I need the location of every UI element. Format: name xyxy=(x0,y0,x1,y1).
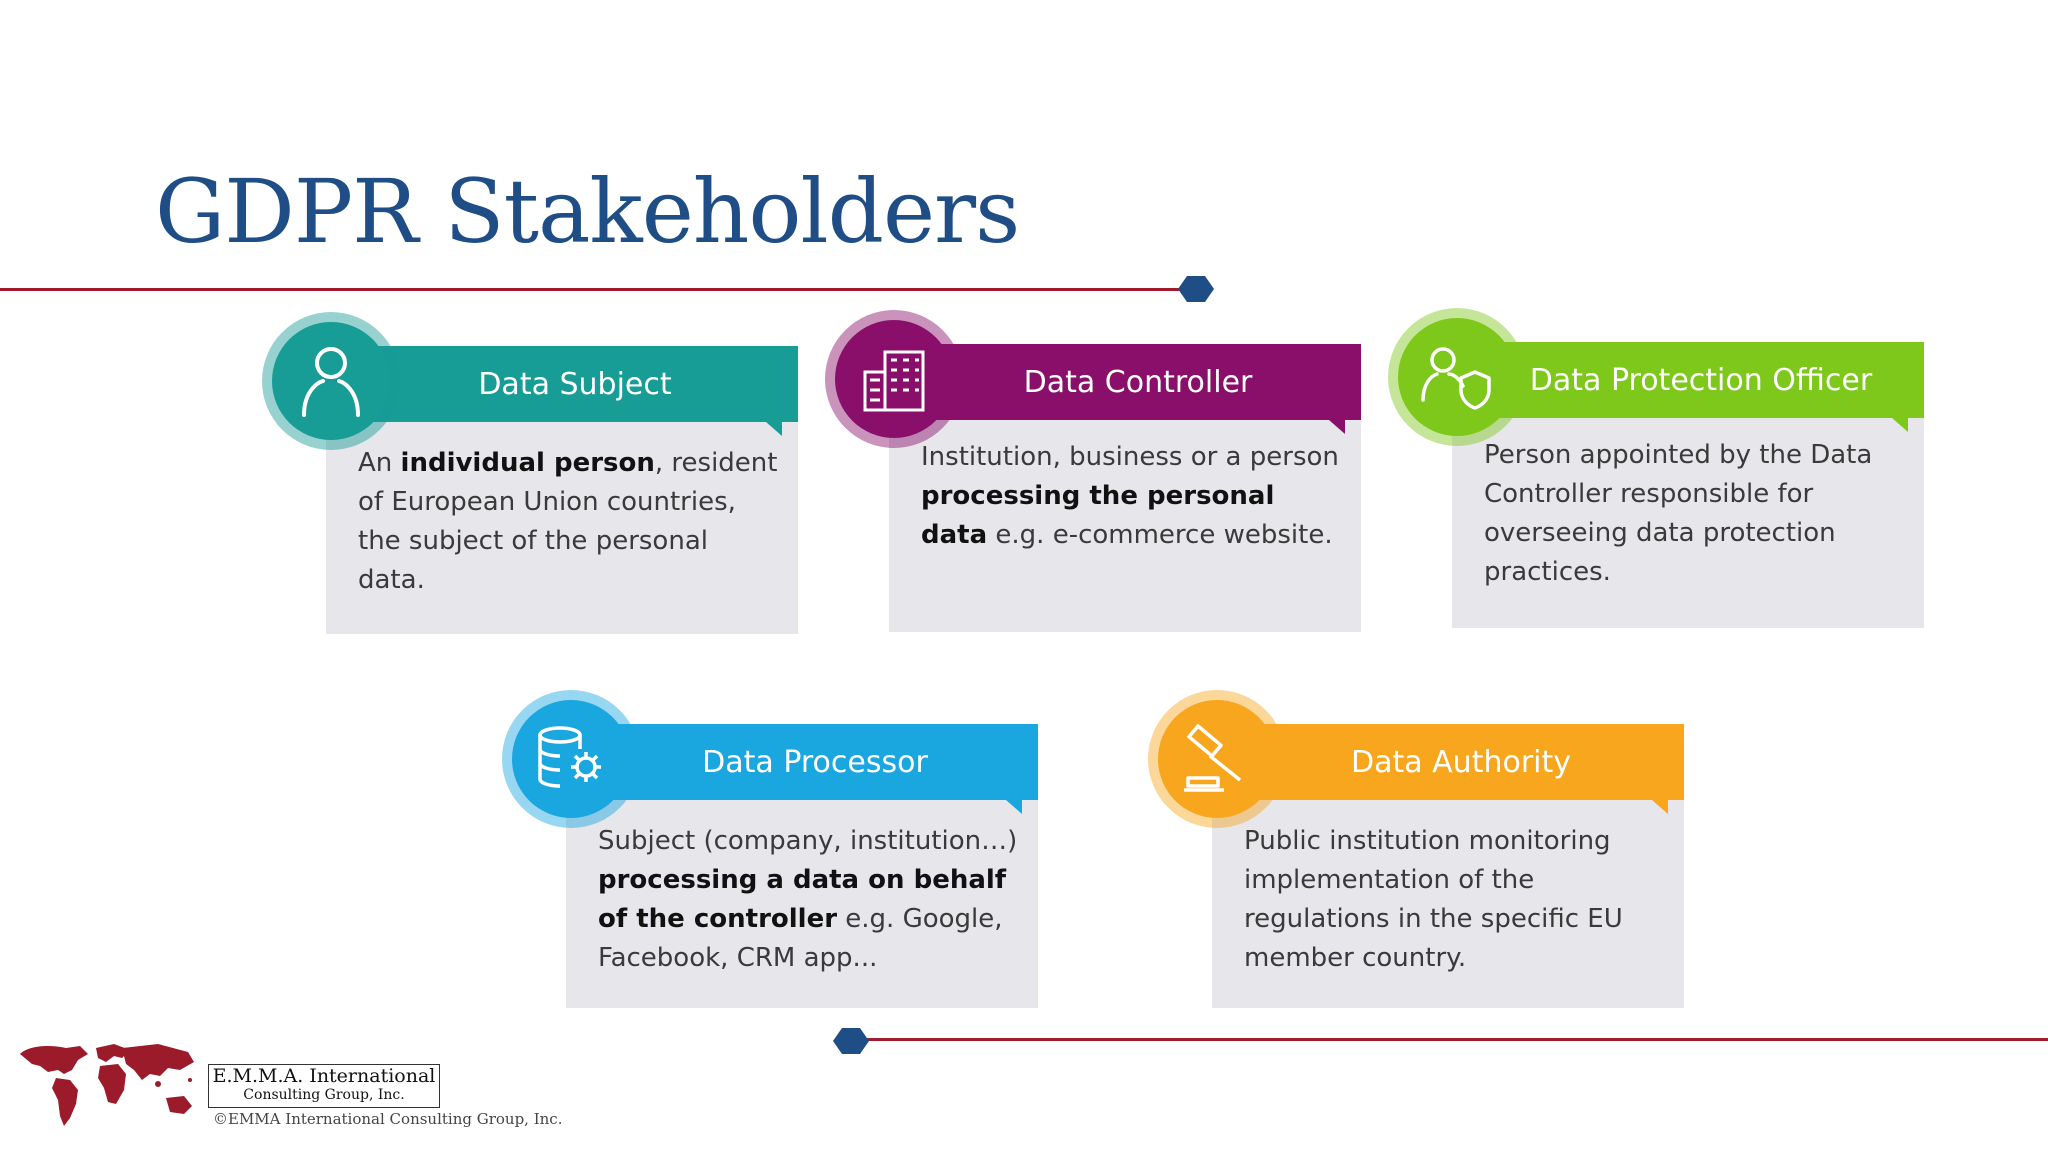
card-icon-circle xyxy=(1388,308,1526,446)
stakeholder-card-data-authority xyxy=(1148,690,1684,1010)
stakeholder-card-data-protection-officer xyxy=(1388,308,1924,632)
slide-title: GDPR Stakeholders xyxy=(155,160,1020,263)
bottom-divider xyxy=(860,1038,2048,1041)
card-title: Data Controller xyxy=(1023,364,1253,400)
circle-inner xyxy=(1158,700,1276,818)
card-description xyxy=(598,822,1018,978)
database-gear-icon xyxy=(536,723,606,795)
card-icon-circle xyxy=(502,690,640,828)
card-description-text: Subject (company, institution…) xyxy=(598,826,1018,856)
card-description-text: Person appointed by the Data Controller responsible for overseeing data protection practices. xyxy=(1484,440,1873,587)
card-notch xyxy=(1329,420,1345,434)
card-header xyxy=(592,724,1038,800)
card-description-bold: processing the personal data xyxy=(921,481,1275,550)
card-icon-circle xyxy=(825,310,963,448)
card-header xyxy=(352,346,798,422)
card-icon-circle xyxy=(262,312,400,450)
top-divider-hexagon xyxy=(1178,276,1214,302)
stakeholder-card-data-controller xyxy=(825,310,1361,634)
person-icon xyxy=(296,343,366,419)
copyright-text: ©EMMA International Consulting Group, Inc. xyxy=(213,1110,563,1128)
world-map-logo xyxy=(18,1040,198,1136)
card-icon-circle xyxy=(1148,690,1286,828)
circle-inner xyxy=(835,320,953,438)
circle-inner xyxy=(512,700,630,818)
user-shield-icon xyxy=(1419,342,1495,412)
building-icon xyxy=(859,344,929,414)
card-description xyxy=(358,444,778,600)
card-description xyxy=(1484,436,1904,592)
bottom-divider-hexagon xyxy=(833,1028,869,1054)
card-description-text: e.g. e-commerce website. xyxy=(987,520,1333,550)
stakeholder-card-data-processor xyxy=(502,690,1038,1010)
card-title: Data Protection Officer xyxy=(1529,362,1873,398)
circle-inner xyxy=(1398,318,1516,436)
stakeholder-card-data-subject xyxy=(262,312,798,636)
card-notch xyxy=(1006,800,1022,814)
logo-line-1: E.M.M.A. International xyxy=(212,1065,436,1087)
card-description-text: An xyxy=(358,448,401,478)
card-description-text: e.g. Google, Facebook, CRM app... xyxy=(598,904,1003,973)
card-title: Data Subject xyxy=(478,366,672,402)
card-description xyxy=(1244,822,1664,978)
card-title: Data Authority xyxy=(1350,744,1572,780)
card-description-bold: individual person xyxy=(400,448,655,478)
card-header xyxy=(915,344,1361,420)
gavel-icon xyxy=(1180,724,1254,794)
card-notch xyxy=(1892,418,1908,432)
card-description xyxy=(921,438,1341,555)
card-title: Data Processor xyxy=(702,744,928,780)
card-description-bold: processing a data on behalf of the controller xyxy=(598,865,1007,934)
card-notch xyxy=(766,422,782,436)
card-description-text: , resident of European Union countries, the subject of the personal data. xyxy=(358,448,778,595)
card-notch xyxy=(1652,800,1668,814)
card-description-text: Institution, business or a person xyxy=(921,442,1339,472)
card-header xyxy=(1478,342,1924,418)
card-description-text: Public institution monitoring implementation of the regulations in the specific EU member country. xyxy=(1244,826,1623,973)
circle-inner xyxy=(272,322,390,440)
card-header xyxy=(1238,724,1684,800)
top-divider xyxy=(0,288,1180,291)
logo-line-2: Consulting Group, Inc. xyxy=(243,1087,405,1103)
company-logo-box xyxy=(208,1064,440,1108)
